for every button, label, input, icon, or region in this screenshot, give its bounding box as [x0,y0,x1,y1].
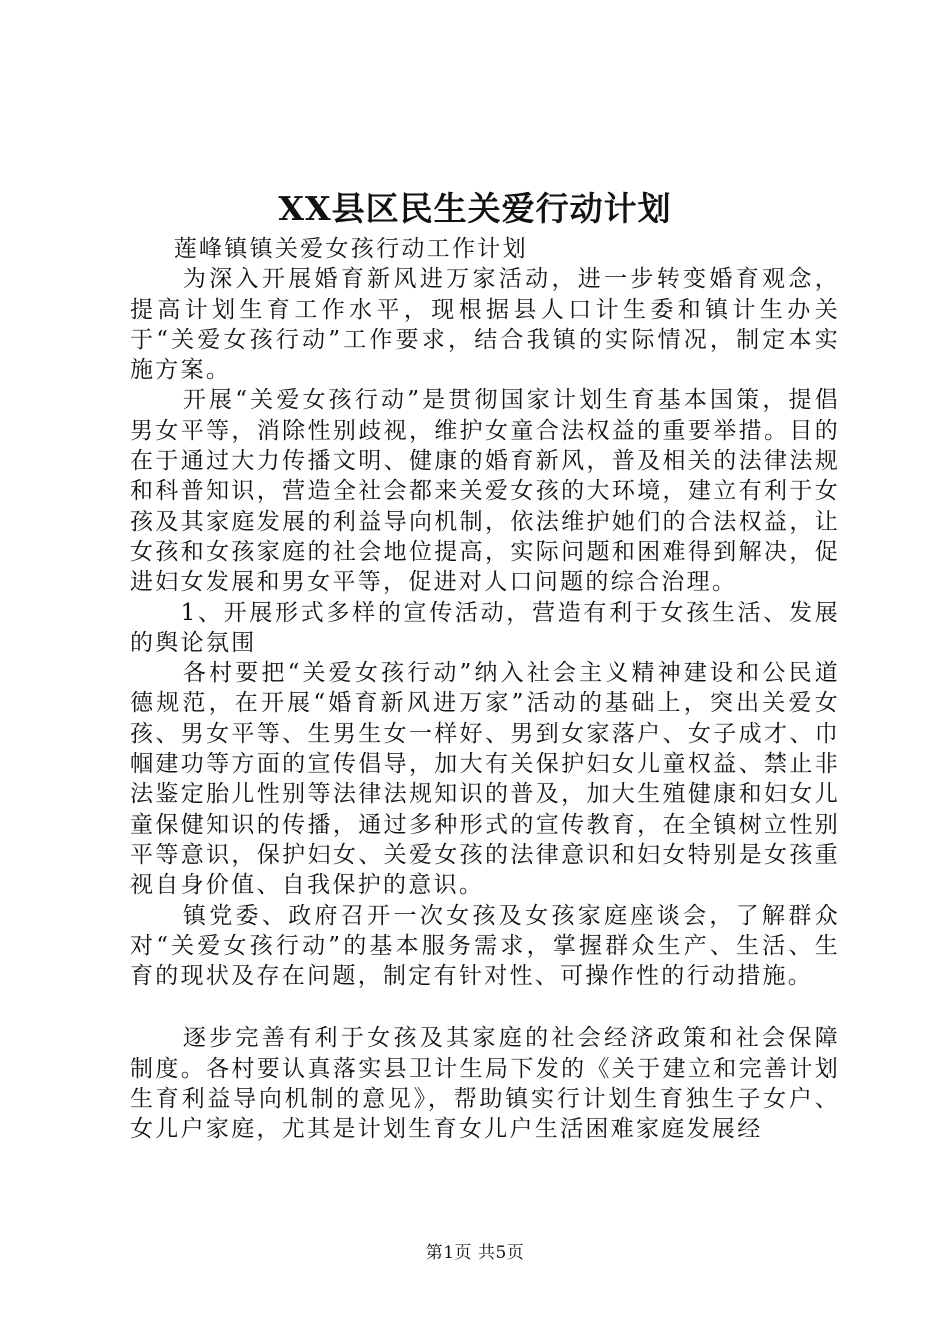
page-footer: 第1页 共5页 [425,1243,525,1263]
subtitle-paragraph: 莲峰镇镇关爱女孩行动工作计划 [173,236,528,262]
body-paragraph: 镇党委、政府召开一次女孩及女孩家庭座谈会，了解群众对“关爱女孩行动”的基本服务需求，掌握群众生产、生活、生育的现状及存在问题，制定有针对性、可操作性的行动措施。 [130,902,840,990]
body-paragraph: 各村要把“关爱女孩行动”纳入社会主义精神建设和公民道德规范，在开展“婚育新风进万家”活动的基础上，突出关爱女孩、男女平等、生男生女一样好、男到女家落户、女子成才、巾帼建功等方面的宣传倡导，加大有关保护妇女儿童权益、禁止非法鉴定胎儿性别等法律法规知识的普及，加大生殖健康和妇女儿童保健知识的传播，通过多种形式的宣传教育，在全镇树立性别平等意识，保护妇女、关爱女孩的法律意识和妇女特别是女孩重视自身价值、自我保护的意识。 [130,660,840,899]
body-paragraph: 逐步完善有利于女孩及其家庭的社会经济政策和社会保障制度。各村要认真落实县卫计生局下发的《关于建立和完善计划生育利益导向机制的意见》，帮助镇实行计划生育独生子女户、女儿户家庭，尤其是计划生育女儿户生活困难家庭发展经 [130,1025,840,1143]
document-body [130,234,840,1145]
section-heading: 1、开展形式多样的宣传活动，营造有利于女孩生活、发展的舆论氛围 [130,599,840,656]
paragraph-gap [130,991,840,1023]
document-title: XX县区民生关爱行动计划 [278,189,672,228]
body-paragraph: 为深入开展婚育新风进万家活动，进一步转变婚育观念，提高计划生育工作水平，现根据县人口计生委和镇计生办关于“关爱女孩行动”工作要求，结合我镇的实际情况，制定本实施方案。 [130,266,840,384]
body-paragraph: 开展“关爱女孩行动”是贯彻国家计划生育基本国策，提倡男女平等，消除性别歧视，维护女童合法权益的重要举措。目的在于通过大力传播文明、健康的婚育新风，普及相关的法律法规和科普知识，营造全社会都来关爱女孩的大环境，建立有利于女孩及其家庭发展的利益导向机制，依法维护她们的合法权益，让女孩和女孩家庭的社会地位提高，实际问题和困难得到解决，促进妇女发展和男女平等，促进对人口问题的综合治理。 [130,387,840,596]
